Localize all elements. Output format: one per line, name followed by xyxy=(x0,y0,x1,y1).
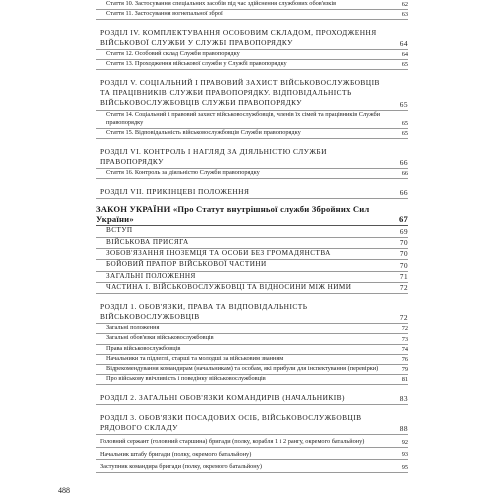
toc-entry-page: 73 xyxy=(401,335,408,343)
toc-entry-page: 83 xyxy=(399,393,408,403)
toc-section xyxy=(96,393,408,405)
toc-entry-title: ЧАСТИНА І. ВІЙСЬКОВОСЛУЖБОВЦІ ТА ВІДНОСИНИ МІЖ НИМИ xyxy=(106,282,352,291)
toc-entry-page: 72 xyxy=(401,325,408,333)
toc-entry-page: 65 xyxy=(401,119,408,127)
toc-entry-title: Стаття 12. Особовий склад Служби правопорядку xyxy=(106,50,240,58)
toc-entry-page: 66 xyxy=(399,187,408,197)
toc-section xyxy=(96,260,408,271)
toc-entry-page: 92 xyxy=(401,438,408,446)
toc-entry-page: 65 xyxy=(401,61,408,69)
toc-entry-page: 81 xyxy=(401,375,408,383)
toc-entry-page: 70 xyxy=(399,238,408,247)
toc-entry-page: 88 xyxy=(399,423,408,433)
toc-entry xyxy=(96,0,408,10)
page-number: 488 xyxy=(58,486,70,495)
toc-entry xyxy=(96,355,408,365)
toc-entry-page: 70 xyxy=(399,250,408,259)
toc-entry-page: 71 xyxy=(399,272,408,281)
toc-entry-title: Відрекомендування командирам (начальникам) та особам, які прибули для інспектування (перевірки) xyxy=(106,364,379,372)
toc-entry-page: 64 xyxy=(399,39,408,49)
toc-entry-page: 74 xyxy=(401,345,408,353)
toc-entry-page: 65 xyxy=(401,129,408,137)
toc-entry-title: Стаття 11. Застосування вогнепальної зброї xyxy=(106,10,223,18)
toc-entry-page: 67 xyxy=(399,214,408,225)
toc-entry xyxy=(96,451,408,461)
toc-entry-title: Про військову ввічливість і поведінку військовослужбовців xyxy=(106,374,266,382)
toc-section xyxy=(96,413,408,435)
toc-entry-title: ЗАГАЛЬНІ ПОЛОЖЕННЯ xyxy=(106,271,196,280)
toc-entry-page: 69 xyxy=(399,227,408,236)
toc-entry xyxy=(96,365,408,375)
toc-entry-page: 95 xyxy=(401,463,408,471)
toc-entry xyxy=(96,10,408,20)
toc-entry-title: РОЗДІЛ 1. ОБОВ'ЯЗКИ, ПРАВА ТА ВІДПОВІДАЛЬНІСТЬ ВІЙСЬКОВОСЛУЖБОВЦІВ xyxy=(100,302,308,322)
toc-entry-page: 72 xyxy=(399,284,408,293)
toc-section xyxy=(96,78,408,110)
toc-entry xyxy=(96,438,408,448)
toc-entry-title: Стаття 15. Відповідальність військовослужбовців Служби правопорядку xyxy=(106,128,301,136)
toc-entry xyxy=(96,324,408,334)
toc-entry-title: РОЗДІЛ V. СОЦІАЛЬНИЙ І ПРАВОВИЙ ЗАХИСТ ВІЙСЬКОВОСЛУЖБОВЦІВ ТА ПРАЦІВНИКІВ СЛУЖБИ ПРАВОПОРЯДКУ. ВІДПОВІДАЛЬНІСТЬ ВІЙСЬКОВОСЛУЖБОВЦІВ СЛУЖБИ ПРАВОПОРЯДКУ xyxy=(100,78,380,108)
toc-entry-title: РОЗДІЛ 3. ОБОВ'ЯЗКИ ПОСАДОВИХ ОСІБ, ВІЙСЬКОВОСЛУЖБОВЦІВ РЯДОВОГО СКЛАДУ xyxy=(100,412,362,432)
toc-section xyxy=(96,28,408,50)
toc-entry-title: ВСТУП xyxy=(106,226,133,235)
toc-entry-page: 66 xyxy=(401,169,408,177)
toc-entry-title: БОЙОВИЙ ПРАПОР ВІЙСЬКОВОЇ ЧАСТИНИ xyxy=(106,260,267,269)
toc-entry xyxy=(96,60,408,70)
toc-entry-title: Стаття 13. Проходження військової служби у Службі правопорядку xyxy=(106,60,287,68)
toc-entry-page: 63 xyxy=(401,11,408,19)
toc-entry-title: Начальники та підлеглі, старші та молодші за військовим званням xyxy=(106,354,284,362)
toc-section xyxy=(96,226,408,237)
toc-entry xyxy=(96,334,408,344)
toc-section xyxy=(96,147,408,169)
toc-entry-page: 72 xyxy=(399,313,408,323)
toc-entry-title: Загальні обов'язки військовослужбовців xyxy=(106,334,214,342)
toc-entry-title: Заступник командира бригади (полку, окремого батальйону) xyxy=(100,463,262,471)
toc-section xyxy=(96,283,408,294)
toc-entry-title: Права військовослужбовців xyxy=(106,344,181,352)
toc-entry-title: РОЗДІЛ IV. КОМПЛЕКТУВАННЯ ОСОБОВИМ СКЛАДОМ, ПРОХОДЖЕННЯ ВІЙСЬКОВОЇ СЛУЖБИ У СЛУЖБІ ПРАВОПОРЯДКУ xyxy=(100,28,377,48)
toc-entry-title: Головний сержант (головний старшина) бригади (полку, корабля 1 і 2 рангу, окремого батальйону) xyxy=(100,437,365,445)
toc-entry-title: Загальні положення xyxy=(106,324,160,332)
toc-entry-title: Стаття 10. Застосування спеціальних засобів під час здійснення службових обов'язків xyxy=(106,0,337,7)
toc-entry xyxy=(96,129,408,139)
toc-entry-title: Стаття 16. Контроль за діяльністю Служби правопорядку xyxy=(106,168,260,176)
table-of-contents xyxy=(96,0,408,473)
toc-entry-page: 64 xyxy=(401,51,408,59)
toc-entry-page: 65 xyxy=(399,99,408,109)
toc-entry-title: РОЗДІЛ 2. ЗАГАЛЬНІ ОБОВ'ЯЗКИ КОМАНДИРІВ (НАЧАЛЬНИКІВ) xyxy=(100,392,345,402)
toc-law-heading xyxy=(96,204,408,226)
toc-entry xyxy=(96,111,408,129)
toc-section xyxy=(96,249,408,260)
toc-entry-title: РОЗДІЛ VI. КОНТРОЛЬ І НАГЛЯД ЗА ДІЯЛЬНІСТЮ СЛУЖБИ ПРАВОПОРЯДКУ xyxy=(100,146,327,166)
toc-section xyxy=(96,238,408,249)
toc-entry-page: 70 xyxy=(399,261,408,270)
toc-entry xyxy=(96,50,408,60)
toc-entry xyxy=(96,169,408,179)
toc-entry xyxy=(96,463,408,473)
toc-section xyxy=(96,302,408,324)
toc-entry-title: ВІЙСЬКОВА ПРИСЯГА xyxy=(106,237,189,246)
toc-entry-title: Стаття 14. Соціальний і правовий захист військовослужбовців, членів їх сімей та працівників Служби правопорядку xyxy=(106,110,381,126)
toc-entry-page: 79 xyxy=(401,365,408,373)
toc-entry-page: 93 xyxy=(401,451,408,459)
toc-section xyxy=(96,187,408,199)
toc-entry-title: ЗОБОВ'ЯЗАННЯ ІНОЗЕМЦЯ ТА ОСОБИ БЕЗ ГРОМАДЯНСТВА xyxy=(106,248,331,257)
toc-entry-page: 66 xyxy=(399,157,408,167)
toc-entry-page: 76 xyxy=(401,355,408,363)
toc-section xyxy=(96,272,408,283)
toc-entry-title: ЗАКОН УКРАЇНИ «Про Статут внутрішньої служби Збройних Сил України» xyxy=(96,203,370,225)
toc-entry-title: Начальник штабу бригади (полку, окремого батальйону) xyxy=(100,450,252,458)
toc-entry-title: РОЗДІЛ VII. ПРИКІНЦЕВІ ПОЛОЖЕННЯ xyxy=(100,186,250,196)
toc-entry xyxy=(96,375,408,385)
toc-entry-page: 62 xyxy=(401,1,408,9)
toc-entry xyxy=(96,345,408,355)
